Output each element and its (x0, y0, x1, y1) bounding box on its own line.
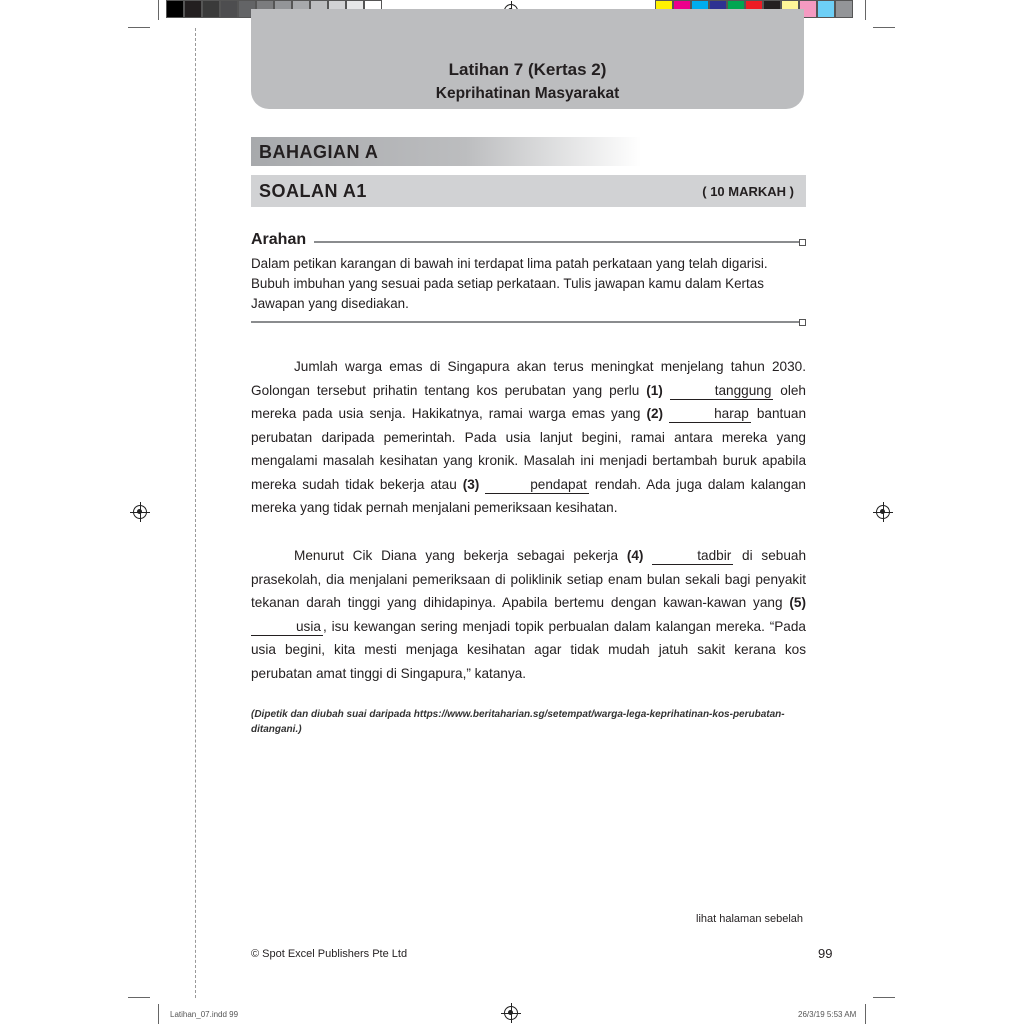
section-bar (251, 137, 641, 166)
registration-mark-icon (133, 505, 147, 519)
passage-text: di sebuah prasekolah, dia menjalani pemeriksaan di poliklinik setiap enam bulan sekali bagi penyakit tekanan darah tinggi yang dihidapinya. Apabila bertemu dengan kawan-kawan yang (251, 548, 807, 610)
slug-filename: Latihan_07.indd 99 (170, 1010, 239, 1019)
underlined-word: tanggung (670, 382, 774, 400)
registration-mark-icon (504, 1006, 518, 1020)
underlined-word: harap (669, 405, 751, 423)
crop-mark (158, 1004, 159, 1024)
question-bar (251, 175, 806, 207)
divider-end-icon (799, 239, 806, 246)
source-citation: (Dipetik dan diubah suai daripada https://www.beritaharian.sg/setempat/warga-lega-keprihatinan-kos-perubatan-ditangani.) (251, 709, 785, 735)
passage-text: rendah. Ada juga dalam kalangan mereka yang tidak pernah menjalani pemeriksaan kesihatan. (251, 476, 806, 515)
passage-text: Menurut Cik Diana yang bekerja sebagai pekerja (294, 548, 627, 563)
passage-paragraph-2 (251, 544, 806, 685)
color-swatch (835, 0, 853, 18)
underlined-word: usia (251, 618, 323, 636)
passage-text: Jumlah warga emas di Singapura akan terus meningkat menjelang tahun 2030. Golongan tersebut prihatin tentang kos perubatan yang perlu (251, 359, 806, 398)
color-swatch (202, 0, 220, 18)
crop-mark (873, 997, 895, 998)
crop-mark (158, 0, 159, 20)
item-number: (3) (462, 476, 480, 492)
question-label: SOALAN A1 (259, 181, 367, 201)
crop-mark (873, 27, 895, 28)
divider-end-icon (799, 319, 806, 326)
section-label: BAHAGIAN A (259, 142, 379, 162)
page-subtitle: Keprihatinan Masyarakat (435, 85, 620, 102)
registration-mark-icon (876, 505, 890, 519)
instructions-text: Dalam petikan karangan di bawah ini terdapat lima patah perkataan yang telah digarisi. Bubuh imbuhan yang sesuai pada setiap perkataan. Tulis jawapan kamu dalam Kertas Jawapan yang disediakan. (251, 256, 768, 311)
page-number: 99 (818, 946, 833, 961)
question-marks: ( 10 MARKAH ) (702, 184, 794, 199)
crop-mark (865, 1004, 866, 1024)
color-swatch (220, 0, 238, 18)
color-swatch (817, 0, 835, 18)
binding-guide-line (195, 28, 196, 998)
underlined-word: pendapat (485, 476, 589, 494)
item-number: (1) (646, 382, 663, 398)
color-swatch (184, 0, 202, 18)
passage-text: oleh mereka pada usia senja. Hakikatnya, ramai warga emas yang (251, 382, 806, 421)
crop-mark (128, 27, 150, 28)
copyright-text: © Spot Excel Publishers Pte Ltd (251, 948, 408, 960)
divider (251, 321, 800, 323)
passage-text: bantuan perubatan daripada pemerintah. Pada usia lanjut begini, ramai antara mereka yang mengalami masalah kesihatan yang kronik. Masalah ini menjadi bertambah buruk apabila mereka sudah tidak bekerja atau (251, 406, 807, 492)
passage-text: , isu kewangan sering menjadi topik perbualan dalam kalangan mereka. “Pada usia begini, kita mesti menjaga kesihatan agar tidak mudah jatuh sakit kerana kos perubatan amat tinggi di Singapura,” katanya. (251, 618, 806, 681)
slug-date: 26/3/19 5:53 AM (798, 1010, 857, 1019)
item-number: (5) (789, 595, 806, 610)
instructions-title: Arahan (251, 231, 307, 248)
next-page-note: lihat halaman sebelah (696, 913, 804, 925)
underlined-word: tadbir (652, 547, 733, 565)
crop-mark (865, 0, 866, 20)
color-swatch (166, 0, 184, 18)
page-title: Latihan 7 (Kertas 2) (448, 60, 607, 79)
item-number: (2) (646, 406, 664, 421)
divider (314, 241, 800, 243)
crop-mark (128, 997, 150, 998)
passage-paragraph-1 (251, 355, 806, 520)
item-number: (4) (626, 548, 644, 563)
